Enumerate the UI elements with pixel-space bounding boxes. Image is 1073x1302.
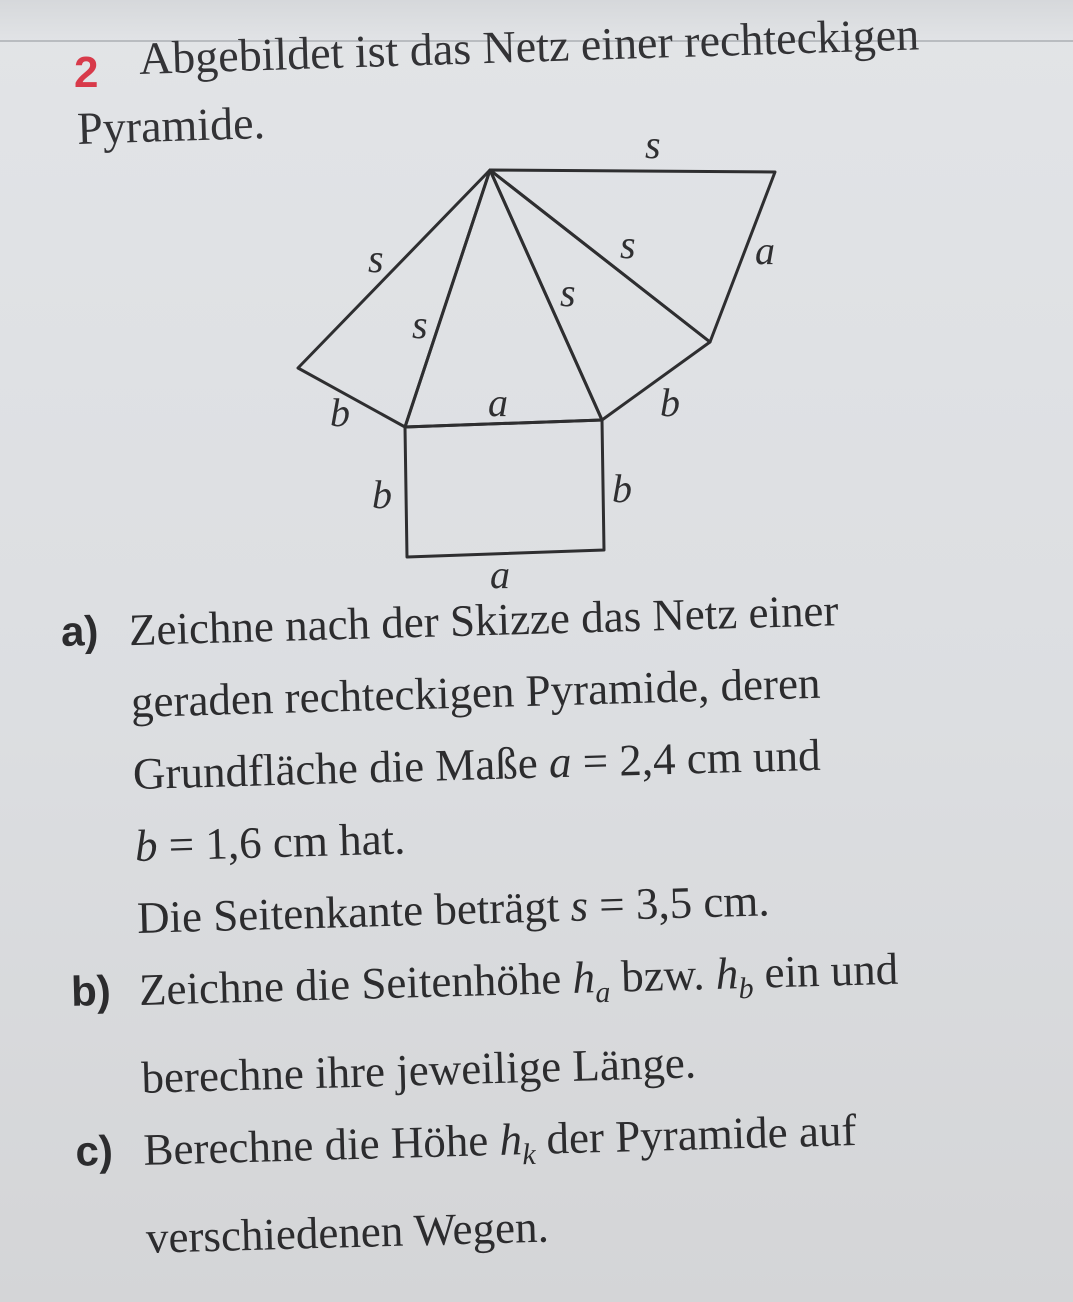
sub-k: k	[521, 1137, 537, 1172]
task-c-text-1: Berechne die Höhe	[142, 1114, 501, 1175]
label-b-rect-left: b	[372, 472, 392, 517]
label-a-rect-bottom: a	[490, 552, 510, 597]
var-h-b: h	[715, 948, 739, 999]
label-a-front: a	[488, 380, 508, 425]
net-outline	[298, 170, 775, 557]
label-b-right-upper: b	[660, 380, 680, 425]
task-b-label: b)	[70, 966, 112, 1015]
var-b: b	[134, 820, 159, 871]
task-c-text-2: der Pyramide auf	[534, 1104, 857, 1164]
task-c	[75, 1088, 1059, 1275]
sub-a: a	[594, 975, 611, 1010]
exercise-number: 2	[74, 48, 99, 97]
label-b-rect-right: b	[612, 466, 632, 511]
value-b: = 1,6 cm hat.	[156, 813, 406, 871]
task-a-line-3-text: Grundfläche die Maße	[132, 737, 550, 800]
task-a-line-1: Zeichne nach der Skizze das Netz einer	[128, 585, 840, 656]
label-s-top: s	[645, 122, 661, 167]
task-c-line-2: verschiedenen Wegen.	[145, 1201, 550, 1263]
task-b-text-3: ein und	[752, 943, 899, 998]
task-c-label: c)	[74, 1126, 114, 1175]
sub-b: b	[738, 971, 755, 1006]
task-a-line-5-text: Die Seitenkante beträgt	[136, 880, 572, 943]
task-list	[60, 569, 1059, 1276]
intro-line-1: Abgebildet ist das Netz einer rechteckigen	[138, 8, 920, 84]
task-a-label: a)	[60, 606, 99, 655]
net-labels	[330, 122, 775, 597]
label-s-left-inner: s	[412, 302, 428, 347]
value-s: = 3,5 cm.	[587, 875, 771, 931]
task-a-line-2: geraden rechteckigen Pyramide, deren	[130, 657, 822, 728]
intro-line-2: Pyramide.	[76, 97, 266, 154]
var-s: s	[569, 880, 589, 931]
var-h-k: h	[498, 1114, 523, 1165]
value-a: = 2,4 cm und	[570, 729, 822, 787]
var-a: a	[548, 736, 573, 788]
label-s-left-outer: s	[368, 236, 384, 281]
label-s-mid-lower: s	[560, 270, 576, 315]
var-h-a: h	[571, 952, 596, 1003]
task-a	[60, 569, 1050, 956]
label-s-mid-upper: s	[620, 222, 636, 267]
net-left-triangle	[298, 170, 490, 427]
label-b-left: b	[330, 390, 350, 435]
task-b-text-1: Zeichne die Seitenhöhe	[138, 952, 574, 1015]
task-b-line-2: berechne ihre jeweilige Länge.	[140, 1037, 697, 1103]
label-a-right: a	[755, 228, 775, 273]
task-b	[70, 928, 1054, 1115]
task-b-text-2: bzw.	[609, 948, 717, 1002]
net-base-rectangle	[405, 420, 604, 557]
